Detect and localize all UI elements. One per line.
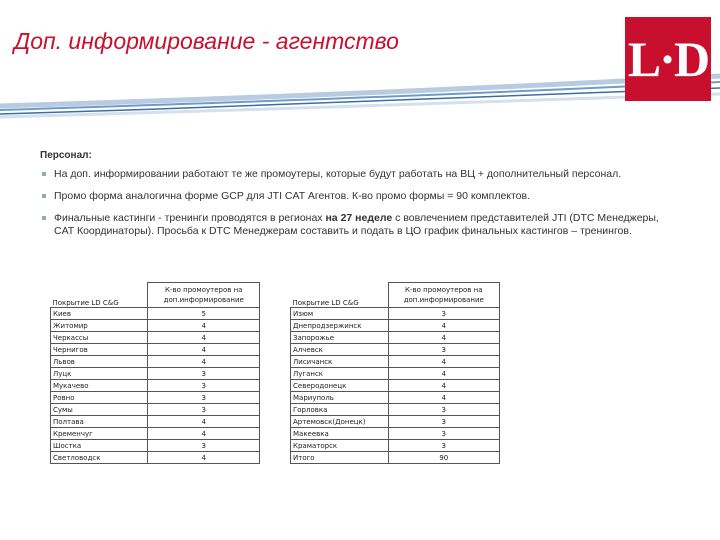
table-row bbox=[51, 428, 260, 440]
table-row bbox=[291, 392, 500, 404]
bullet-item bbox=[40, 190, 680, 203]
promoter-count-cell: 3 bbox=[148, 368, 260, 380]
city-cell: Ровно bbox=[51, 392, 148, 404]
promoter-count-cell: 4 bbox=[388, 332, 499, 344]
bullet-list bbox=[40, 168, 680, 247]
page-title: Доп. информирование - агентство bbox=[14, 28, 399, 54]
promoter-count-cell: 4 bbox=[148, 416, 260, 428]
promoter-count-cell: 4 bbox=[388, 380, 499, 392]
promoter-count-cell: 4 bbox=[388, 356, 499, 368]
table-row bbox=[291, 332, 500, 344]
column-header-coverage: Покрытие LD C&G bbox=[292, 299, 359, 307]
city-cell: Кременчуг bbox=[51, 428, 148, 440]
city-cell: Мукачево bbox=[51, 380, 148, 392]
city-cell: Алчевск bbox=[291, 344, 389, 356]
section-heading: Персонал: bbox=[40, 150, 92, 161]
promoters-table-right bbox=[290, 282, 500, 464]
table-row bbox=[51, 380, 260, 392]
promoter-count-cell: 90 bbox=[388, 452, 499, 464]
promoter-count-cell: 4 bbox=[148, 428, 260, 440]
city-cell: Сумы bbox=[51, 404, 148, 416]
table-row bbox=[291, 404, 500, 416]
promoter-count-cell: 4 bbox=[148, 452, 260, 464]
city-cell: Северодонецк bbox=[291, 380, 389, 392]
table-row bbox=[291, 380, 500, 392]
table-row bbox=[51, 356, 260, 368]
table-row bbox=[291, 344, 500, 356]
table-row bbox=[51, 416, 260, 428]
table-row bbox=[291, 416, 500, 428]
city-cell: Чернигов bbox=[51, 344, 148, 356]
city-cell: Лисичанск bbox=[291, 356, 389, 368]
promoter-count-cell: 3 bbox=[148, 380, 260, 392]
promoter-count-cell: 4 bbox=[148, 356, 260, 368]
promoters-table-left bbox=[50, 282, 260, 464]
promoter-count-cell: 3 bbox=[388, 428, 499, 440]
column-header-coverage: Покрытие LD C&G bbox=[52, 299, 119, 307]
city-cell: Краматорск bbox=[291, 440, 389, 452]
promoter-count-cell: 4 bbox=[388, 392, 499, 404]
city-cell: Киев bbox=[51, 308, 148, 320]
promoter-count-cell: 3 bbox=[148, 440, 260, 452]
city-cell: Луцк bbox=[51, 368, 148, 380]
city-cell: Светловодск bbox=[51, 452, 148, 464]
city-cell: Изюм bbox=[291, 308, 389, 320]
promoter-count-cell: 4 bbox=[148, 344, 260, 356]
city-cell: Луганск bbox=[291, 368, 389, 380]
promoter-count-cell: 3 bbox=[388, 404, 499, 416]
promoter-count-cell: 4 bbox=[148, 320, 260, 332]
city-cell: Полтава bbox=[51, 416, 148, 428]
promoter-count-cell: 3 bbox=[388, 440, 499, 452]
header-swoosh-decoration bbox=[0, 70, 720, 120]
bullet-text: Промо форма аналогична форме GCP для JTI CAT Агентов. К-во промо формы = 90 комплектов. bbox=[54, 190, 531, 202]
promoter-count-cell: 4 bbox=[388, 368, 499, 380]
promoter-count-cell: 3 bbox=[388, 344, 499, 356]
table-row bbox=[51, 392, 260, 404]
bullet-text: Финальные кастинги - тренинги проводятся в регионах на 27 неделе с вовлечением представителей JTI (DTC Менеджеры, CAT Координаторы). Просьба к DTC Менеджерам составить и подать в ЦО график финальных кастингов – тренингов. bbox=[54, 212, 659, 237]
table-row bbox=[291, 356, 500, 368]
table-row bbox=[291, 452, 500, 464]
promoter-count-cell: 4 bbox=[148, 332, 260, 344]
promoter-count-cell: 5 bbox=[148, 308, 260, 320]
table-row bbox=[51, 404, 260, 416]
table-row bbox=[291, 440, 500, 452]
bullet-marker-icon bbox=[42, 172, 46, 176]
city-cell: Днепродзержинск bbox=[291, 320, 389, 332]
table-row bbox=[291, 428, 500, 440]
bullet-marker-icon bbox=[42, 194, 46, 198]
city-cell: Макеевка bbox=[291, 428, 389, 440]
table-row bbox=[51, 344, 260, 356]
table-row bbox=[291, 308, 500, 320]
promoter-count-cell: 3 bbox=[148, 404, 260, 416]
table-row bbox=[51, 452, 260, 464]
city-cell: Черкассы bbox=[51, 332, 148, 344]
city-cell: Запорожье bbox=[291, 332, 389, 344]
city-cell: Житомир bbox=[51, 320, 148, 332]
bullet-text: На доп. информировании работают те же промоутеры, которые будут работать на ВЦ + дополнительный персонал. bbox=[54, 168, 622, 180]
table-row bbox=[291, 320, 500, 332]
promoter-count-cell: 4 bbox=[388, 320, 499, 332]
column-header-promoters: К-во промоутеров на доп.информирование bbox=[148, 283, 260, 308]
city-cell: Горловка bbox=[291, 404, 389, 416]
city-cell: Мариуполь bbox=[291, 392, 389, 404]
table-row bbox=[51, 308, 260, 320]
column-header-promoters: К-во промоутеров на доп.информирование bbox=[388, 283, 499, 308]
city-cell: Артемовск(Донецк) bbox=[291, 416, 389, 428]
promoter-count-cell: 3 bbox=[388, 308, 499, 320]
bullet-bold-fragment: на 27 неделе bbox=[325, 212, 393, 224]
table-row bbox=[51, 332, 260, 344]
table-row bbox=[51, 440, 260, 452]
city-cell: Львов bbox=[51, 356, 148, 368]
promoter-count-cell: 3 bbox=[388, 416, 499, 428]
table-row bbox=[51, 320, 260, 332]
bullet-item bbox=[40, 212, 680, 238]
city-cell: Шостка bbox=[51, 440, 148, 452]
city-cell: Итого bbox=[291, 452, 389, 464]
bullet-item bbox=[40, 168, 680, 181]
promoter-count-cell: 3 bbox=[148, 392, 260, 404]
ld-logo: L·D bbox=[625, 17, 711, 101]
bullet-marker-icon bbox=[42, 216, 46, 220]
table-row bbox=[291, 368, 500, 380]
table-row bbox=[51, 368, 260, 380]
